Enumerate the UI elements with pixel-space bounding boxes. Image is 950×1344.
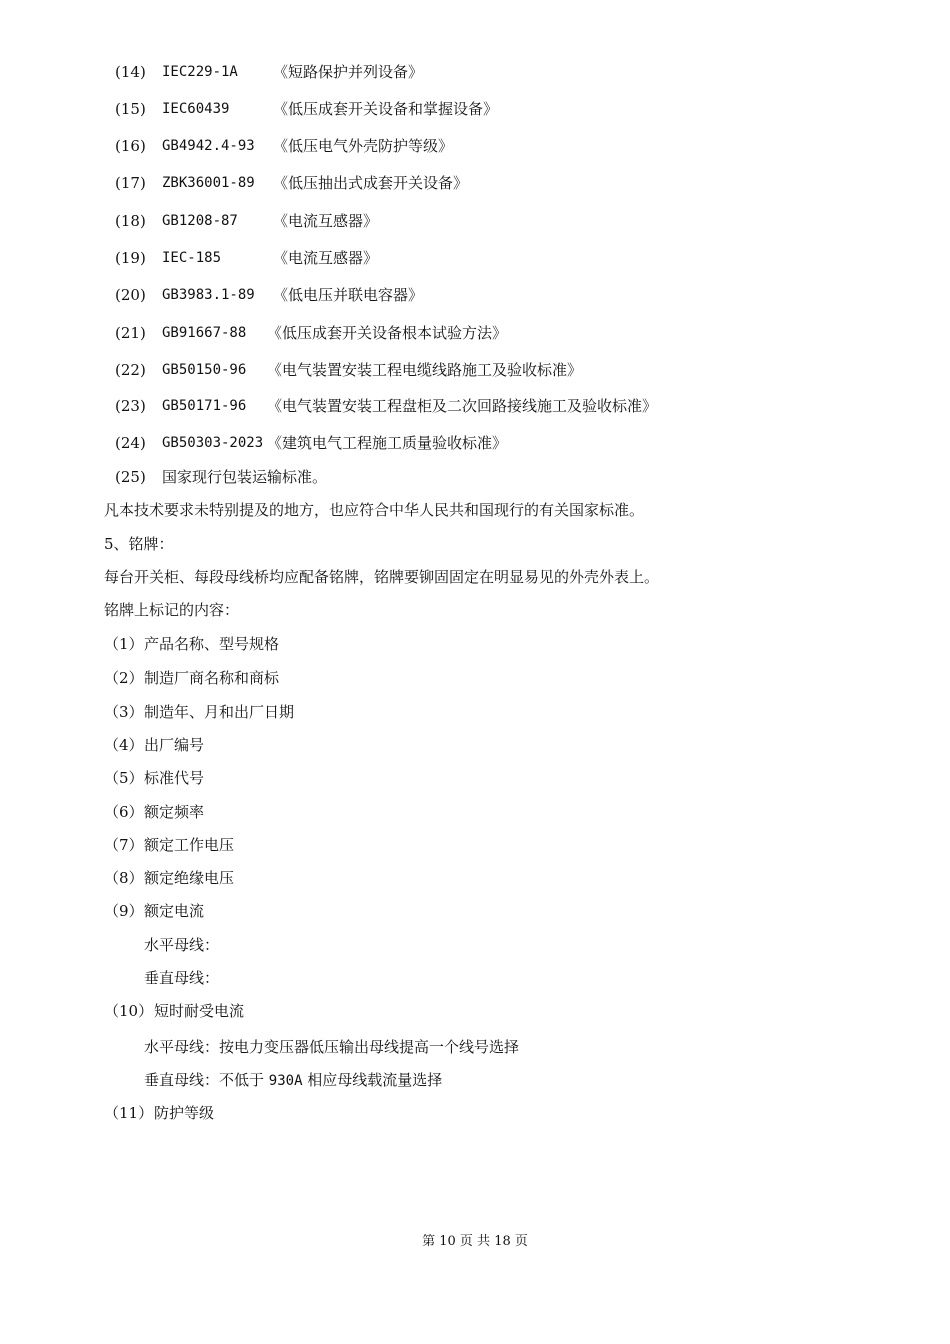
standard-title: 《低压成套开关设备和掌握设备》 xyxy=(273,100,499,118)
footer-mid: 页 共 xyxy=(459,1234,491,1249)
standard-title: 《电流互感器》 xyxy=(273,212,379,230)
item-text: 制造年、月和出厂日期 xyxy=(144,703,295,721)
item-number: （2） xyxy=(104,669,144,687)
page-number: 10 xyxy=(439,1234,456,1249)
page-total: 18 xyxy=(494,1234,511,1249)
standard-title: 《电气装置安装工程电缆线路施工及验收标准》 xyxy=(267,361,583,379)
general-requirement-paragraph: 凡本技术要求未特别提及的地方，也应符合中华人民共和国现行的有关国家标准。 xyxy=(104,501,645,519)
horizontal-busbar-label: 水平母线： xyxy=(144,936,220,954)
standard-title: 《短路保护并列设备》 xyxy=(273,63,424,81)
standard-title: 《低压成套开关设备根本试验方法》 xyxy=(267,324,508,342)
standard-title: 《低压抽出式成套开关设备》 xyxy=(273,174,469,192)
standard-number: (21) xyxy=(115,324,146,342)
current-value: 930A xyxy=(268,1073,303,1089)
footer-suffix: 页 xyxy=(514,1234,528,1249)
nameplate-paragraph: 每台开关柜、每段母线桥均应配备铭牌，铭牌要铆固固定在明显易见的外壳外表上。 xyxy=(104,568,660,586)
standard-title: 《低电压并联电容器》 xyxy=(273,286,424,304)
item-number: （3） xyxy=(104,703,144,721)
standard-number: (15) xyxy=(115,100,146,118)
item-text: 额定频率 xyxy=(144,803,205,821)
standard-title: 《电流互感器》 xyxy=(273,249,379,267)
standard-number: (22) xyxy=(115,361,146,379)
item-number: （8） xyxy=(104,869,144,887)
item-number: （6） xyxy=(104,803,144,821)
item-number: （4） xyxy=(104,736,144,754)
standard-number: (23) xyxy=(115,397,146,415)
item-text: 标准代号 xyxy=(144,769,205,787)
standard-number: (24) xyxy=(115,434,146,452)
item-number: （10） xyxy=(104,1002,154,1020)
standard-number: (19) xyxy=(115,249,146,267)
standard-number: (16) xyxy=(115,137,146,155)
page-footer xyxy=(0,1232,950,1252)
standard-title: 国家现行包装运输标准。 xyxy=(162,468,328,486)
item-text: 防护等级 xyxy=(154,1104,215,1122)
vertical-busbar-label: 垂直母线： xyxy=(144,969,220,987)
item-number: （9） xyxy=(104,902,144,920)
item-text: 额定绝缘电压 xyxy=(144,869,235,887)
standard-code: GB50303-2023 xyxy=(162,435,264,451)
standard-code: GB4942.4-93 xyxy=(162,138,255,154)
standard-title: 《低压电气外壳防护等级》 xyxy=(273,137,454,155)
item-text: 出厂编号 xyxy=(144,736,205,754)
item-text: 产品名称、型号规格 xyxy=(144,635,280,653)
vertical-busbar-rule-suffix: 相应母线载流量选择 xyxy=(307,1071,443,1089)
standard-title: 《电气装置安装工程盘柜及二次回路接线施工及验收标准》 xyxy=(267,397,658,415)
standard-code: GB50150-96 xyxy=(162,362,247,378)
footer-prefix: 第 xyxy=(422,1234,436,1249)
standard-code: GB91667-88 xyxy=(162,325,247,341)
item-text: 制造厂商名称和商标 xyxy=(144,669,280,687)
item-number: （5） xyxy=(104,769,144,787)
nameplate-content-heading: 铭牌上标记的内容： xyxy=(104,601,240,619)
standard-code: IEC60439 xyxy=(162,101,230,117)
item-number: （7） xyxy=(104,836,144,854)
standard-code: ZBK36001-89 xyxy=(162,175,255,191)
item-text: 额定工作电压 xyxy=(144,836,235,854)
standard-code: IEC229-1A xyxy=(162,64,238,80)
standard-number: (17) xyxy=(115,174,146,192)
standard-number: (20) xyxy=(115,286,146,304)
section-title: 5、铭牌： xyxy=(104,535,174,553)
standard-code: IEC-185 xyxy=(162,250,222,266)
standard-code: GB1208-87 xyxy=(162,213,238,229)
standard-code: GB3983.1-89 xyxy=(162,287,255,303)
item-text: 短时耐受电流 xyxy=(154,1002,245,1020)
vertical-busbar-rule-prefix: 垂直母线：不低于 xyxy=(144,1071,265,1089)
standard-number: (14) xyxy=(115,63,146,81)
vertical-busbar-rule xyxy=(144,1069,442,1091)
item-number: （1） xyxy=(104,635,144,653)
standard-title: 《建筑电气工程施工质量验收标准》 xyxy=(267,434,508,452)
horizontal-busbar-rule: 水平母线：按电力变压器低压输出母线提高一个线号选择 xyxy=(144,1038,520,1056)
item-number: （11） xyxy=(104,1104,154,1122)
standard-number: (18) xyxy=(115,212,146,230)
item-text: 额定电流 xyxy=(144,902,205,920)
standard-number: (25) xyxy=(115,468,146,486)
standard-code: GB50171-96 xyxy=(162,398,247,414)
